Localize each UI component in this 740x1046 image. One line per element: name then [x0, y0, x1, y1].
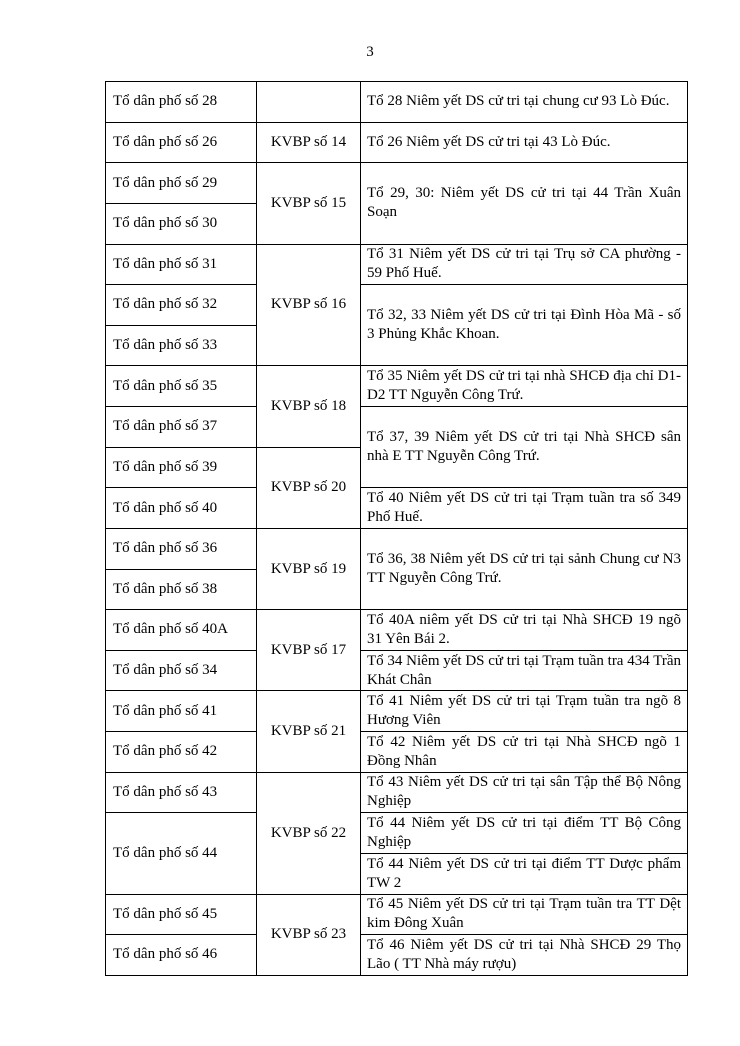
residential-group-cell: Tổ dân phố số 28 [106, 82, 257, 123]
table-row [106, 650, 688, 691]
posting-location-cell: Tổ 44 Niêm yết DS cử tri tại điểm TT Dược phẩm TW 2 [361, 853, 688, 894]
posting-location-cell: Tổ 40A niêm yết DS cử tri tại Nhà SHCĐ 19 ngõ 31 Yên Bái 2. [361, 610, 688, 651]
table-row [106, 935, 688, 976]
residential-group-cell: Tổ dân phố số 33 [106, 325, 257, 366]
posting-location-cell: Tổ 29, 30: Niêm yết DS cử tri tại 44 Trần Xuân Soạn [361, 163, 688, 244]
posting-location-cell: Tổ 43 Niêm yết DS cử tri tại sân Tập thể Bộ Nông Nghiệp [361, 772, 688, 813]
posting-location-cell: Tổ 45 Niêm yết DS cử tri tại Trạm tuần tra TT Dệt kim Đông Xuân [361, 894, 688, 935]
polling-area-cell: KVBP số 18 [257, 366, 361, 447]
posting-location-cell: Tổ 36, 38 Niêm yết DS cử tri tại sảnh Chung cư N3 TT Nguyễn Công Trứ. [361, 528, 688, 609]
table-row [106, 610, 688, 651]
table-row [106, 772, 688, 813]
polling-area-cell: KVBP số 22 [257, 772, 361, 894]
posting-location-cell: Tổ 46 Niêm yết DS cử tri tại Nhà SHCĐ 29 Thọ Lão ( TT Nhà máy rượu) [361, 935, 688, 976]
residential-group-cell: Tổ dân phố số 37 [106, 407, 257, 448]
residential-group-cell: Tổ dân phố số 41 [106, 691, 257, 732]
table-row [106, 122, 688, 163]
posting-location-cell: Tổ 40 Niêm yết DS cử tri tại Trạm tuần tra số 349 Phố Huế. [361, 488, 688, 529]
residential-group-cell: Tổ dân phố số 42 [106, 732, 257, 773]
polling-area-cell: KVBP số 15 [257, 163, 361, 244]
residential-group-cell: Tổ dân phố số 29 [106, 163, 257, 204]
posting-location-cell: Tổ 41 Niêm yết DS cử tri tại Trạm tuần tra ngõ 8 Hương Viên [361, 691, 688, 732]
table-row [106, 407, 688, 448]
table-row [106, 732, 688, 773]
table-row [106, 366, 688, 407]
posting-location-cell: Tổ 34 Niêm yết DS cử tri tại Trạm tuần tra 434 Trần Khát Chân [361, 650, 688, 691]
residential-group-cell: Tổ dân phố số 43 [106, 772, 257, 813]
residential-group-cell: Tổ dân phố số 40A [106, 610, 257, 651]
table-row [106, 691, 688, 732]
voter-list-table [105, 81, 688, 976]
table-body [106, 82, 688, 976]
residential-group-cell: Tổ dân phố số 26 [106, 122, 257, 163]
polling-area-cell [257, 82, 361, 123]
residential-group-cell: Tổ dân phố số 39 [106, 447, 257, 488]
page-number: 3 [366, 44, 374, 60]
posting-location-cell: Tổ 28 Niêm yết DS cử tri tại chung cư 93 Lò Đúc. [361, 82, 688, 123]
table-row [106, 813, 688, 854]
table-row [106, 894, 688, 935]
residential-group-cell: Tổ dân phố số 35 [106, 366, 257, 407]
polling-area-cell: KVBP số 16 [257, 244, 361, 366]
posting-location-cell: Tổ 31 Niêm yết DS cử tri tại Trụ sở CA phường - 59 Phố Huế. [361, 244, 688, 285]
posting-location-cell: Tổ 26 Niêm yết DS cử tri tại 43 Lò Đúc. [361, 122, 688, 163]
table-row [106, 82, 688, 123]
posting-location-cell: Tổ 32, 33 Niêm yết DS cử tri tại Đình Hòa Mã - số 3 Phủng Khắc Khoan. [361, 285, 688, 366]
polling-area-cell: KVBP số 19 [257, 528, 361, 609]
posting-location-cell: Tổ 37, 39 Niêm yết DS cử tri tại Nhà SHCĐ sân nhà E TT Nguyễn Công Trứ. [361, 407, 688, 488]
polling-area-cell: KVBP số 20 [257, 447, 361, 528]
residential-group-cell: Tổ dân phố số 30 [106, 203, 257, 244]
polling-area-cell: KVBP số 14 [257, 122, 361, 163]
table-row [106, 244, 688, 285]
table-row [106, 163, 688, 204]
table-row [106, 528, 688, 569]
residential-group-cell: Tổ dân phố số 46 [106, 935, 257, 976]
residential-group-cell: Tổ dân phố số 45 [106, 894, 257, 935]
residential-group-cell: Tổ dân phố số 36 [106, 528, 257, 569]
posting-location-cell: Tổ 44 Niêm yết DS cử tri tại điểm TT Bộ Công Nghiệp [361, 813, 688, 854]
residential-group-cell: Tổ dân phố số 40 [106, 488, 257, 529]
table-row [106, 285, 688, 326]
posting-location-cell: Tổ 42 Niêm yết DS cử tri tại Nhà SHCĐ ngõ 1 Đồng Nhân [361, 732, 688, 773]
table-row [106, 488, 688, 529]
residential-group-cell: Tổ dân phố số 44 [106, 813, 257, 894]
polling-area-cell: KVBP số 17 [257, 610, 361, 691]
residential-group-cell: Tổ dân phố số 31 [106, 244, 257, 285]
residential-group-cell: Tổ dân phố số 32 [106, 285, 257, 326]
residential-group-cell: Tổ dân phố số 34 [106, 650, 257, 691]
posting-location-cell: Tổ 35 Niêm yết DS cử tri tại nhà SHCĐ địa chỉ D1-D2 TT Nguyễn Công Trứ. [361, 366, 688, 407]
polling-area-cell: KVBP số 23 [257, 894, 361, 975]
residential-group-cell: Tổ dân phố số 38 [106, 569, 257, 610]
polling-area-cell: KVBP số 21 [257, 691, 361, 772]
